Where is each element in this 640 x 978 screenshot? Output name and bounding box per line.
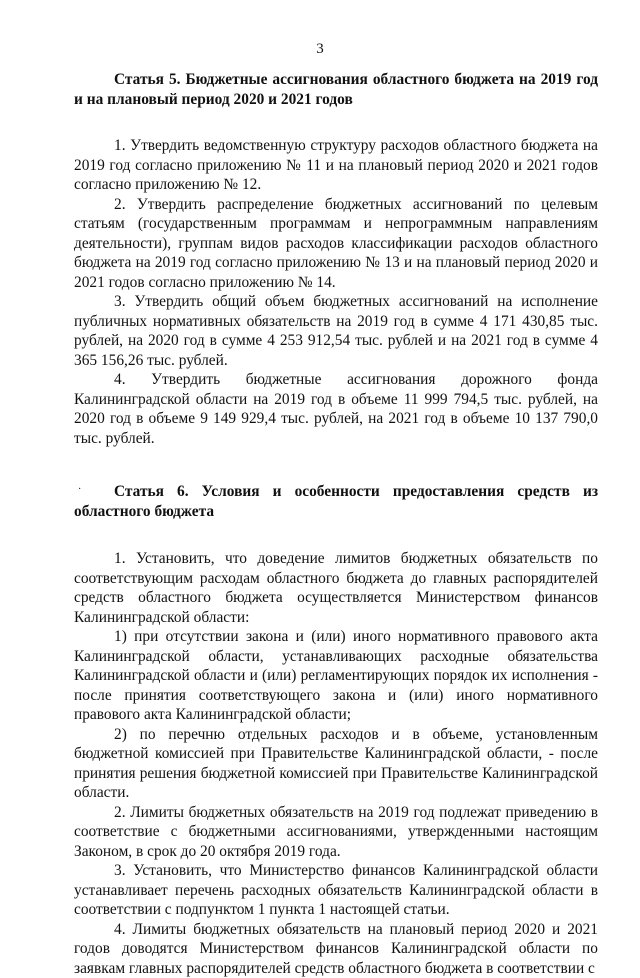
article-6-subitem-1: 1) при отсутствии закона и (или) иного нормативного правового акта Калининградской области, устанавливающих расходные обязательства Калининградской области и (или) регламентирующих порядок их исполнения - после принятия соответствующего закона и (или) иного нормативного правового акта Калининградской области; bbox=[74, 627, 598, 725]
article-5-heading: Статья 5. Бюджетные ассигнования областного бюджета на 2019 год и на плановый период 2020 и 2021 годов bbox=[74, 70, 598, 109]
page-number: 3 bbox=[0, 40, 640, 58]
article-6-paragraph-2: 2. Лимиты бюджетных обязательств на 2019 год подлежат приведению в соответствие с бюджетными ассигнованиями, утвержденными настоящим Законом, в срок до 20 октября 2019 года. bbox=[74, 803, 598, 862]
article-6-heading: Статья 6. Условия и особенности предоставления средств из областного бюджета bbox=[74, 482, 598, 521]
article-5-paragraph-3: 3. Утвердить общий объем бюджетных ассигнований на исполнение публичных нормативных обязательств на 2019 год в сумме 4 171 430,85 тыс. рублей, на 2020 год в сумме 4 253 912,54 тыс. рублей и на 2021 год в сумме 4 365 156,26 тыс. рублей. bbox=[74, 292, 598, 370]
article-6-paragraph-4: 4. Лимиты бюджетных обязательств на плановый период 2020 и 2021 годов доводятся Министерством финансов Калининградской области по заявкам главных распорядителей средств областного бюджета в соответствии с bbox=[74, 920, 598, 978]
article-6-paragraph-1: 1. Установить, что доведение лимитов бюджетных обязательств по соответствующим расходам областного бюджета до главных распорядителей средств областного бюджета осуществляется Министерством финансов Калининградской области: bbox=[74, 549, 598, 627]
scan-mark: · bbox=[78, 480, 81, 500]
article-5-paragraph-4: 4. Утвердить бюджетные ассигнования дорожного фонда Калининградской области на 2019 год в объеме 11 999 794,5 тыс. рублей, на 2020 год в объеме 9 149 929,4 тыс. рублей, на 2021 год в объеме 10 137 790,0 тыс. рублей. bbox=[74, 370, 598, 448]
article-6-subitem-2: 2) по перечню отдельных расходов и в объеме, установленным бюджетной комиссией при Правительстве Калининградской области, - после принятия решения бюджетной комиссией при Правительстве Калининградской области. bbox=[74, 725, 598, 803]
document-body bbox=[74, 70, 598, 978]
article-5-paragraph-1: 1. Утвердить ведомственную структуру расходов областного бюджета на 2019 год согласно приложению № 11 и на плановый период 2020 и 2021 годов согласно приложению № 12. bbox=[74, 136, 598, 195]
article-6-paragraph-3: 3. Установить, что Министерство финансов Калининградской области устанавливает перечень расходных обязательств Калининградской области в соответствии с подпунктом 1 пункта 1 настоящей статьи. bbox=[74, 861, 598, 920]
article-5-paragraph-2: 2. Утвердить распределение бюджетных ассигнований по целевым статьям (государственным программам и непрограммным направлениям деятельности), группам видов расходов классификации расходов областного бюджета на 2019 год согласно приложению № 13 и на плановый период 2020 и 2021 годов согласно приложению № 14. bbox=[74, 195, 598, 293]
